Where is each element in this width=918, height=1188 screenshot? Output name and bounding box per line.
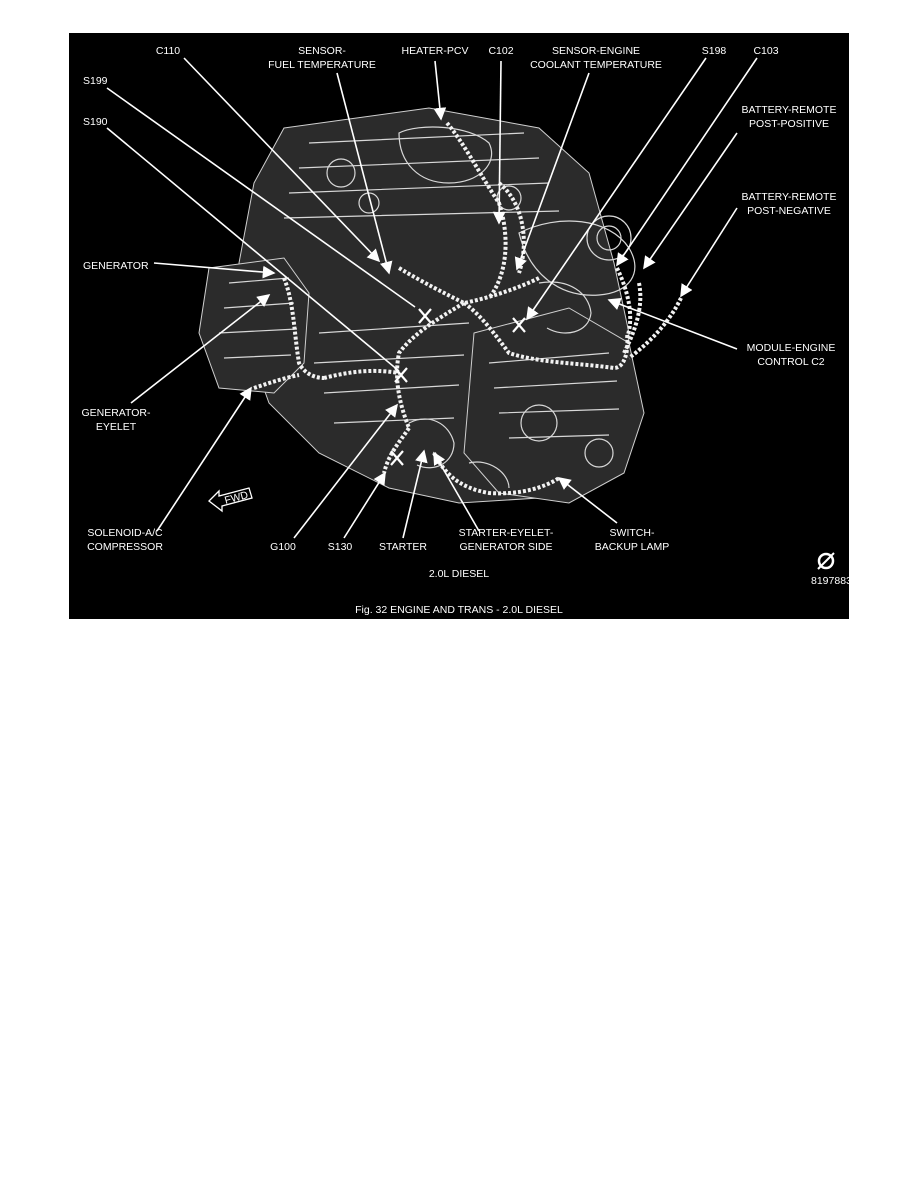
figure-caption: Fig. 32 ENGINE AND TRANS - 2.0L DIESEL <box>355 604 563 616</box>
label-battery-positive-line1: BATTERY-REMOTE <box>741 104 837 116</box>
label-s130: S130 <box>327 541 353 553</box>
label-s199: S199 <box>83 75 108 87</box>
label-solenoid-ac-line2: COMPRESSOR <box>87 541 163 553</box>
label-heater-pcv: HEATER-PCV <box>401 45 469 57</box>
label-starter-eyelet-line1: STARTER-EYELET- <box>458 527 554 539</box>
label-c103: C103 <box>753 45 779 57</box>
figure-subtitle: 2.0L DIESEL <box>428 568 490 580</box>
label-switch-backup-line2: BACKUP LAMP <box>594 541 670 553</box>
engine-wiring-illustration <box>69 33 858 619</box>
label-g100: G100 <box>270 541 296 553</box>
label-generator: GENERATOR <box>83 260 149 272</box>
label-c102: C102 <box>488 45 514 57</box>
label-battery-negative-line1: BATTERY-REMOTE <box>741 191 837 203</box>
label-sensor-fuel-temp-line1: SENSOR- <box>298 45 346 57</box>
label-battery-negative-line2: POST-NEGATIVE <box>747 205 831 217</box>
fwd-label: FWD <box>223 489 250 507</box>
label-switch-backup-line1: SWITCH- <box>609 527 655 539</box>
label-s190: S190 <box>83 116 108 128</box>
wiring-diagram-figure <box>69 33 858 619</box>
manufacturer-logo-icon <box>818 553 834 569</box>
label-starter-eyelet-line2: GENERATOR SIDE <box>459 541 553 553</box>
label-s198: S198 <box>701 45 727 57</box>
engine-illustration <box>199 108 644 503</box>
label-starter: STARTER <box>378 541 428 553</box>
figure-ref-code: 8197883b <box>811 575 858 587</box>
fwd-arrow <box>209 488 252 511</box>
label-generator-eyelet-line1: GENERATOR- <box>81 407 151 419</box>
label-generator-eyelet-line2: EYELET <box>95 421 137 433</box>
label-solenoid-ac-line1: SOLENOID-A/C <box>87 527 163 539</box>
label-sensor-coolant-line2: COOLANT TEMPERATURE <box>530 59 662 71</box>
label-module-ecm-line2: CONTROL C2 <box>757 356 825 368</box>
label-sensor-fuel-temp-line2: FUEL TEMPERATURE <box>268 59 376 71</box>
label-sensor-coolant-line1: SENSOR-ENGINE <box>551 45 641 57</box>
label-battery-positive-line2: POST-POSITIVE <box>749 118 829 130</box>
label-c110: C110 <box>155 45 181 57</box>
label-module-ecm-line1: MODULE-ENGINE <box>746 342 836 354</box>
